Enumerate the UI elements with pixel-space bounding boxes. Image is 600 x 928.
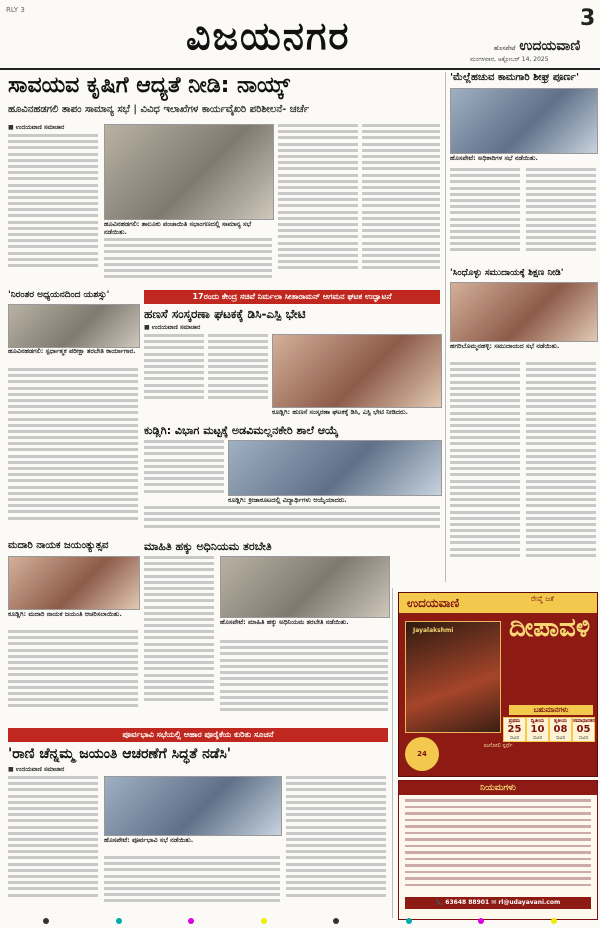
registration-mark [188, 918, 194, 924]
kudligi-body-2 [144, 506, 440, 536]
bottom-body-2 [104, 856, 280, 912]
corner-mark: RLY 3 [6, 6, 25, 14]
rules-contact: 📞 63648 88901 ✉ rl@udayavani.com [405, 897, 591, 909]
bottom-headline: 'ರಾಣಿ ಚೆನ್ನಮ್ಮ ಜಯಂತಿ ಆಚರಣೆಗೆ ಸಿದ್ಧತೆ ನಡೆಸಿ' [8, 746, 232, 762]
ad-prize-amount: 08 [553, 724, 568, 735]
ad-prize-unit: ಸಾವಿರ [532, 736, 543, 741]
ad-title: ದೀಪಾವಳಿ [509, 613, 590, 643]
ad-prize [503, 717, 526, 742]
center-body-1 [144, 334, 204, 408]
brand [494, 38, 580, 54]
registration-mark [116, 918, 122, 924]
sindhollu-caption: ಹಗರಿಬೊಮ್ಮನಹಳ್ಳಿ: ಸಮುದಾಯದ ಸಭೆ ನಡೆಯಿತು. [450, 342, 560, 350]
center-byline: ■ ಉದಯವಾಣಿ ಸಮಾಚಾರ [144, 324, 201, 331]
center-banner: 17ರಂದು ಕೇಂದ್ರ ಸಚಿವೆ ನಿರ್ಮಲಾ ಸೀತಾರಾಮನ್ ಆಗಮನ ಘಟಕ ಉದ್ಘಾಟನೆ [144, 290, 440, 304]
madari-headline: ಮದಾರಿ ನಾಯಕ ಜಯಂತ್ಯುತ್ಸವ [8, 540, 109, 551]
madari-body [8, 630, 138, 722]
sindhollu-photo [450, 282, 598, 342]
ad-prize-ordinal: ತೃತೀಯ [553, 718, 567, 724]
column-rule [445, 72, 446, 582]
nirantara-caption: ಹೂವಿನಹಡಗಲಿ: ಸ್ಪರ್ಧಾತ್ಮಕ ಪರೀಕ್ಷಾ ತರಬೇತಿ ಕಾರ್ಯಾಗಾರ. [8, 347, 136, 355]
lead-body-col1 [8, 134, 98, 282]
ad-crossline: ರೇಷ್ಮೆ ಜತೆ [531, 595, 554, 603]
ad-prize-ordinal: ಸಮಾಧಾನಕರ [573, 718, 595, 724]
bottom-kicker: ಪೂರ್ವಭಾವಿ ಸಭೆಯಲ್ಲಿ ಆಹಾರ ಪೂರೈಕೆಯ ಕುರಿತು ಸೂಚನೆ [8, 728, 388, 742]
ad-prize-unit: ಸಾವಿರ [555, 736, 566, 741]
mahiti-photo [220, 556, 390, 618]
registration-mark [551, 918, 557, 924]
kudligi-body-1 [144, 440, 224, 500]
kudligi-photo [228, 440, 442, 496]
brand-small: ಹೊಸಪೇಟೆ [494, 45, 516, 52]
ad-sponsor: Jayalakshmi [413, 627, 454, 634]
madari-photo [8, 556, 140, 610]
right-top-body-2 [526, 168, 596, 263]
bottom-caption: ಹೊಸಪೇಟೆ: ಪೂರ್ವಭಾವಿ ಸಭೆ ನಡೆಯಿತು. [104, 836, 194, 844]
ad-prize-amount: 10 [530, 724, 545, 735]
ad-prize-ordinal: ಪ್ರಥಮ [508, 718, 521, 724]
registration-mark [43, 918, 49, 924]
ad-footer: ರಂಗೋಲಿ ಸ್ಪರ್ಧೆ [483, 743, 513, 749]
rules-box [398, 780, 598, 920]
bottom-body-1 [8, 776, 98, 912]
center-caption: ಕೂಡ್ಲಿಗಿ: ಹುಣಸೆ ಸಂಸ್ಕರಣಾ ಘಟಕಕ್ಕೆ ಡಿಸಿ, ಎಸ್ಪಿ ಭೇಟಿ ನೀಡಿದರು. [272, 408, 408, 416]
right-top-caption: ಹೊಸಪೇಟೆ: ಅಧಿಕಾರಿಗಳ ಸಭೆ ನಡೆಯಿತು. [450, 154, 538, 162]
nirantara-headline: 'ನಿರಂತರ ಅಧ್ಯಯನದಿಂದ ಯಶಸ್ಸು' [8, 290, 110, 300]
ad-prize-amount: 25 [507, 724, 522, 735]
bottom-body-3 [286, 776, 386, 912]
registration-marks [10, 918, 590, 924]
mahiti-body-2 [220, 640, 388, 722]
ad-prize [526, 717, 549, 742]
ad-prize-unit: ಸಾವಿರ [578, 736, 589, 741]
nirantara-body [8, 368, 138, 536]
kudligi-caption: ಕೂಡ್ಲಿಗಿ: ಕ್ರೀಡಾಕೂಟದಲ್ಲಿ ವಿದ್ಯಾರ್ಥಿಗಳು ಆಯ್ಕೆಯಾದರು. [228, 496, 347, 504]
registration-mark [333, 918, 339, 924]
center-headline: ಹಣಸೆ ಸಂಸ್ಕರಣಾ ಘಟಕಕ್ಕೆ ಡಿಸಿ-ಎಸ್ಪಿ ಭೇಟಿ [144, 307, 306, 321]
lead-body-under-photo [104, 238, 272, 284]
ad-prize [572, 717, 595, 742]
dateline: ಮಂಗಳವಾರ, ಅಕ್ಟೋಬರ್ 14, 2025 [470, 56, 549, 63]
registration-mark [478, 918, 484, 924]
mahiti-headline: ಮಾಹಿತಿ ಹಕ್ಕು ಅಧಿನಿಯಮ ತರಬೇತಿ [144, 540, 272, 553]
right-top-photo [450, 88, 598, 154]
lead-photo-caption: ಹೂವಿನಹಡಗಲಿ: ತಾಲೂಕು ಪಂಚಾಯಿತಿ ಸಭಾಂಗಣದಲ್ಲಿ ಸಾಮಾನ್ಯ ಸಭೆ ನಡೆಯಿತು. [104, 220, 252, 237]
nirantara-photo [8, 304, 140, 348]
ad-brand: ಉದಯವಾಣಿ [407, 596, 460, 610]
rules-title: ನಿಯಮಗಳು [399, 781, 597, 795]
kudligi-headline: ಕುಡ್ಲಿಗಿ: ವಿಭಾಗ ಮಟ್ಟಕ್ಕೆ ಅಡವಿಮಲ್ಲನಕೇರಿ ಶಾಲೆ ಆಯ್ಕೆ [144, 424, 339, 437]
center-photo [272, 334, 442, 408]
lead-headline: ಸಾವಯವ ಕೃಷಿಗೆ ಆದ್ಯತೆ ನೀಡಿ: ನಾಯ್ಕ್ [8, 73, 290, 98]
ad-photo [405, 621, 501, 733]
sindhollu-body-2 [526, 362, 596, 582]
page-number: 3 [580, 6, 596, 31]
bottom-byline: ■ ಉದಯವಾಣಿ ಸಮಾಚಾರ [8, 766, 65, 773]
deepavali-ad [398, 592, 598, 777]
registration-mark [261, 918, 267, 924]
lead-body-col4 [362, 124, 440, 284]
lead-body-col3 [278, 124, 358, 284]
ad-prizes [503, 717, 595, 742]
lead-subhead: ಹೂವಿನಹಡಗಲಿ ತಾಪಂ ಸಾಮಾನ್ಯ ಸಭೆ | ವಿವಿಧ ಇಲಾಖೆಗಳ ಕಾರ್ಯವೈಖರಿ ಪರಿಶೀಲನೆ- ಚರ್ಚೆ [8, 104, 310, 115]
mahiti-body-1 [144, 556, 214, 722]
lead-byline: ■ ಉದಯವಾಣಿ ಸಮಾಚಾರ [8, 124, 65, 131]
ad-prizes-title: ಬಹುಮಾನಗಳು [509, 705, 593, 715]
center-body-2 [208, 334, 268, 408]
lead-photo [104, 124, 274, 220]
mahiti-caption: ಹೊಸಪೇಟೆ: ಮಾಹಿತಿ ಹಕ್ಕು ಅಧಿನಿಯಮ ತರಬೇತಿ ನಡೆಯಿತು. [220, 618, 349, 626]
ad-prize-ordinal: ದ್ವಿತೀಯ [530, 718, 545, 724]
right-top-headline: 'ಮೆಲ್ಲೆಹಚುವ ಕಾಮಗಾರಿ ಶೀಘ್ರ ಪೂರ್ಣ' [450, 72, 580, 83]
registration-mark [406, 918, 412, 924]
section-title: ವಿಜಯನಗರ [186, 14, 351, 58]
ad-prize [549, 717, 572, 742]
bottom-photo [104, 776, 282, 836]
rules-list [405, 799, 591, 890]
ad-prize-unit: ಸಾವಿರ [509, 736, 520, 741]
column-rule [392, 588, 393, 918]
sindhollu-body-1 [450, 362, 520, 582]
sindhollu-headline: 'ಸಿಂಧೊಳ್ಳು ಸಮುದಾಯಕ್ಕೆ ಶಿಕ್ಷಣ ನೀಡಿ' [450, 268, 564, 278]
right-top-body-1 [450, 168, 520, 263]
ad-badge: 24 [405, 737, 439, 771]
ad-prize-amount: 05 [576, 724, 591, 735]
madari-caption: ಕೂಡ್ಲಿಗಿ: ಮದಾರಿ ನಾಯಕ ಜಯಂತಿ ಆಚರಿಸಲಾಯಿತು. [8, 610, 122, 618]
brand-name: ಉದಯವಾಣಿ [519, 38, 581, 54]
